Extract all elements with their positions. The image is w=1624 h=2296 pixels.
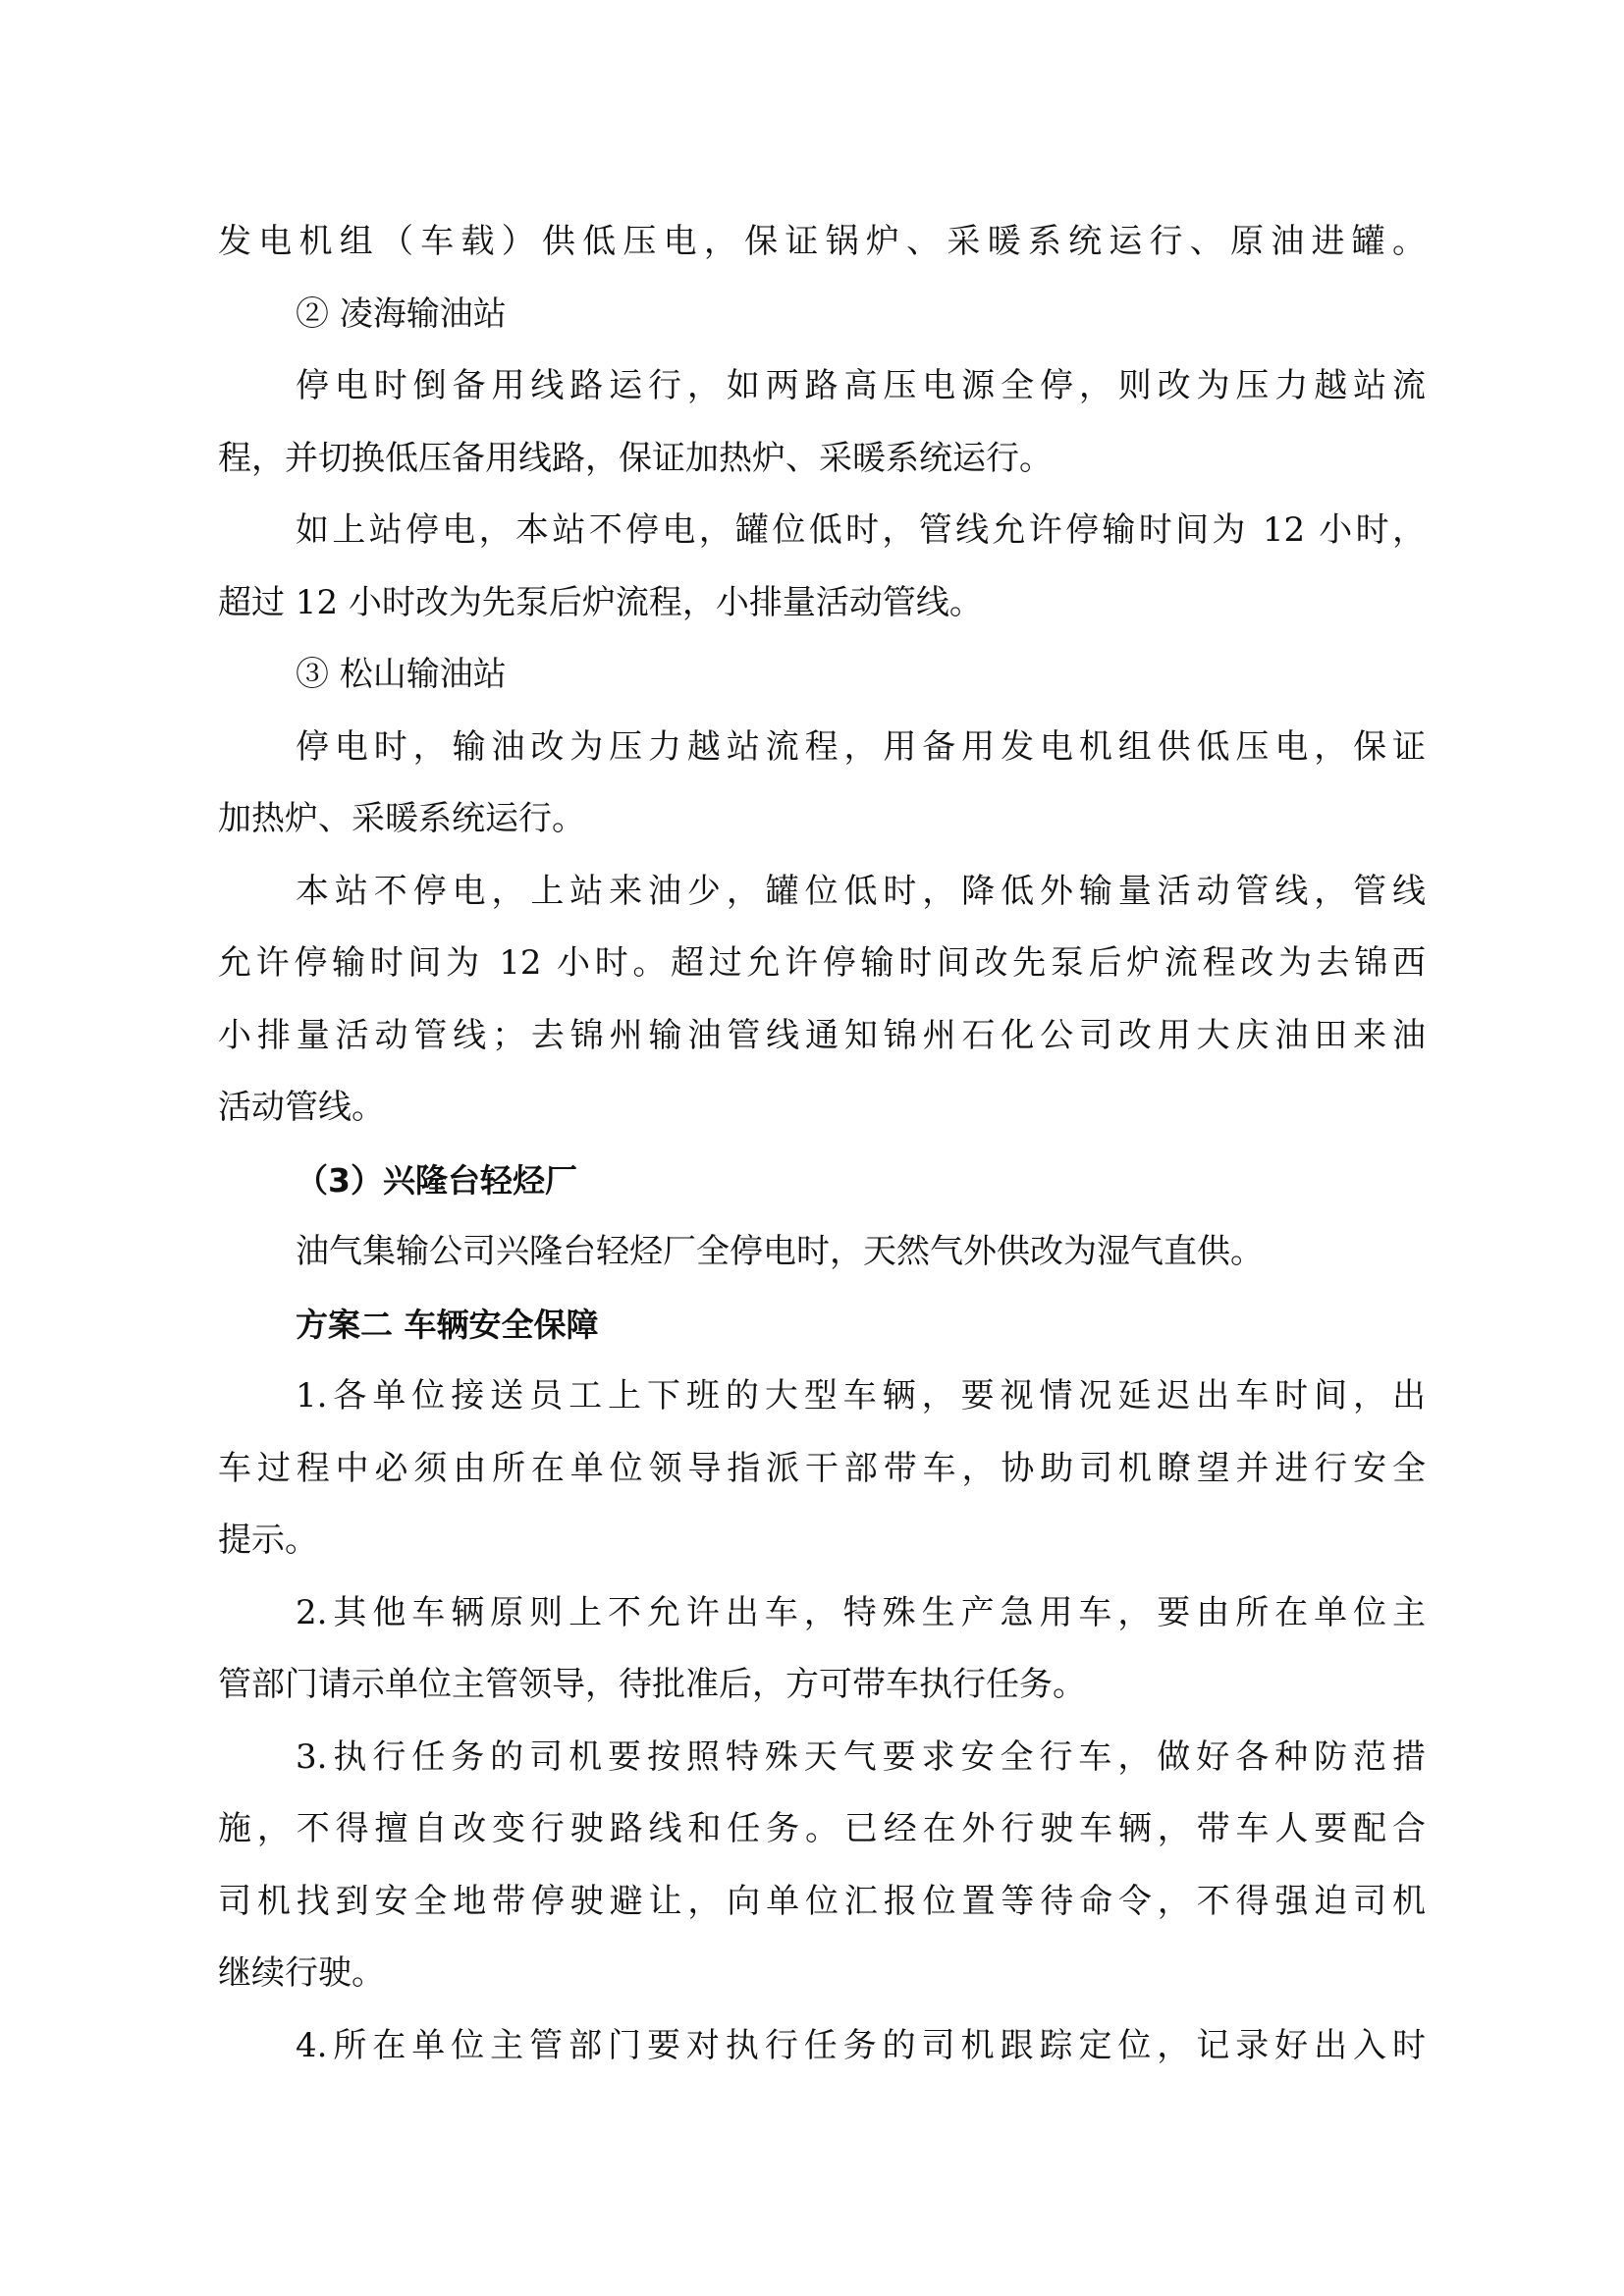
text-line: 2.其他车辆原则上不允许出车，特殊生产急用车，要由所在单位主 — [296, 1592, 1426, 1632]
text-line: 程，并切换低压备用线路，保证加热炉、采暖系统运行。 — [218, 438, 1053, 478]
text-line: 本站不停电，上站来油少，罐位低时，降低外输量活动管线，管线 — [296, 871, 1426, 911]
text-line: 停电时倒备用线路运行，如两路高压电源全停，则改为压力越站流 — [296, 366, 1426, 405]
text-line: 加热炉、采暖系统运行。 — [218, 799, 585, 838]
text-line: 车过程中必须由所在单位领导指派干部带车，协助司机瞭望并进行安全 — [218, 1448, 1426, 1488]
text-line: 施，不得擅自改变行驶路线和任务。已经在外行驶车辆，带车人要配合 — [218, 1809, 1426, 1848]
text-line: 停电时，输油改为压力越站流程，用备用发电机组供低压电，保证 — [296, 726, 1426, 767]
text-line: 如上站停电，本站不停电，罐位低时，管线允许停输时间为 12 小时， — [296, 510, 1426, 550]
text-line: 4.所在单位主管部门要对执行任务的司机跟踪定位，记录好出入时 — [296, 2025, 1426, 2065]
text-line: 司机找到安全地带停驶避让，向单位汇报位置等待命令，不得强迫司机 — [218, 1881, 1426, 1921]
document-page — [218, 206, 1426, 2082]
text-line: 小排量活动管线；去锦州输油管线通知锦州石化公司改用大庆油田来油 — [218, 1015, 1426, 1055]
section-heading: 方案二 车辆安全保障 — [296, 1305, 599, 1344]
text-line: 油气集输公司兴隆台轻烃厂全停电时，天然气外供改为湿气直供。 — [296, 1232, 1264, 1271]
text-line: 1.各单位接送员工上下班的大型车辆，要视情况延迟出车时间，出 — [296, 1376, 1426, 1415]
text-line: 允许停输时间为 12 小时。超过允许停输时间改先泵后炉流程改为去锦西 — [218, 943, 1426, 983]
section-heading: （3）兴隆台轻烃厂 — [296, 1160, 577, 1200]
text-line: ② 凌海输油站 — [296, 294, 507, 334]
text-line: 提示。 — [218, 1521, 318, 1560]
text-line: 管部门请示单位主管领导，待批准后，方可带车执行任务。 — [218, 1665, 1086, 1704]
text-line: 继续行驶。 — [218, 1953, 385, 1993]
text-line: 3.执行任务的司机要按照特殊天气要求安全行车，做好各种防范措 — [296, 1736, 1426, 1777]
text-line: 超过 12 小时改为先泵后炉流程，小排量活动管线。 — [218, 582, 983, 622]
text-line: 活动管线。 — [218, 1088, 385, 1127]
text-line: ③ 松山输油站 — [296, 655, 507, 694]
text-line: 发电机组（车载）供低压电，保证锅炉、采暖系统运行、原油进罐。 — [218, 222, 1426, 261]
